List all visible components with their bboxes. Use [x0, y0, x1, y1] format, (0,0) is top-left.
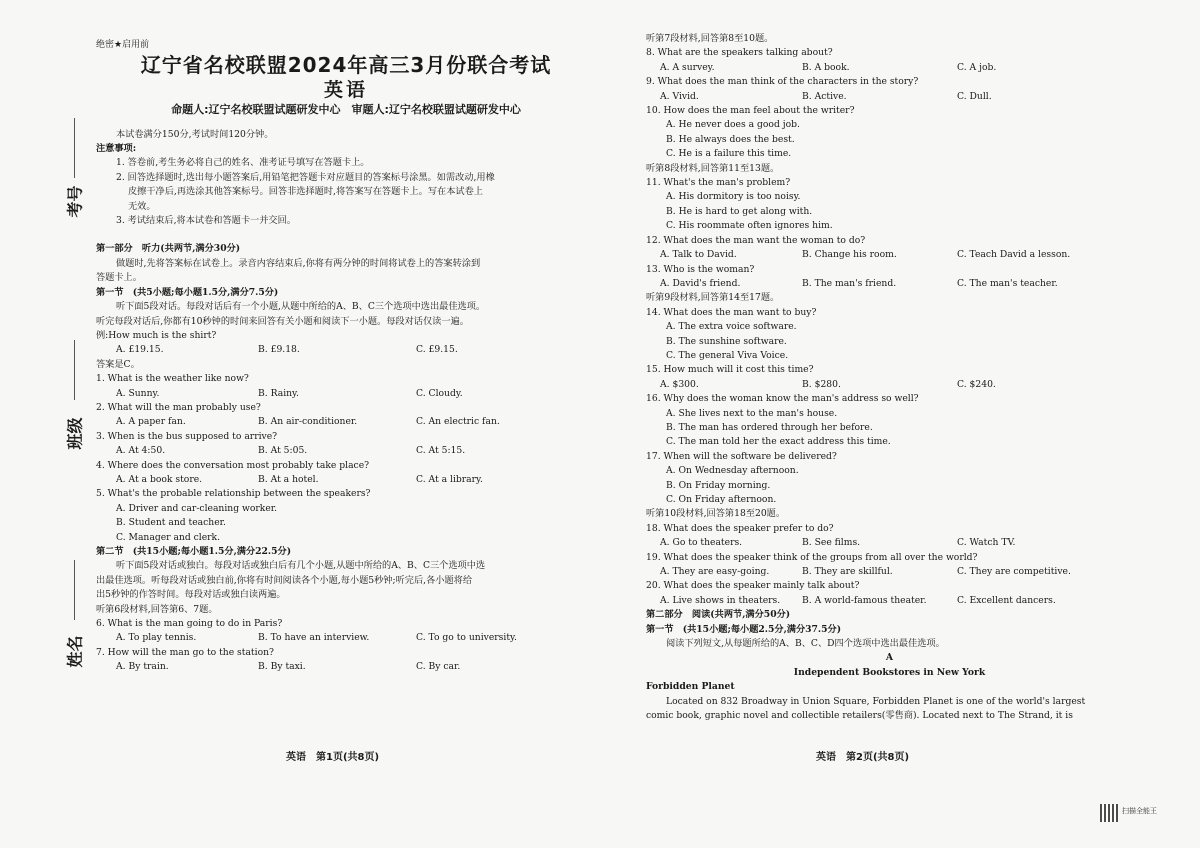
- question-12: 12. What does the man want the woman to do?: [646, 234, 866, 246]
- material-10-heading: 听第10段材料,回答第18至20题。: [646, 508, 786, 520]
- section-1-desc: 听下面5段对话。每段对话后有一个小题,从题中所给的A、B、C三个选项中选出最佳选项。: [116, 301, 486, 313]
- option-b: B. At 5:05.: [258, 445, 308, 457]
- question-13: 13. Who is the woman?: [646, 263, 755, 275]
- question-8: 8. What are the speakers talking about?: [646, 47, 833, 59]
- exam-title: 辽宁省名校联盟2024年高三3月份联合考试: [140, 53, 552, 78]
- question-1: 1. What is the weather like now?: [96, 373, 249, 385]
- example-options: [96, 343, 596, 357]
- note-2: 2. 回答选择题时,选出每小题答案后,用铅笔把答题卡对应题目的答案标号涂黑。如需改动,用橡: [116, 171, 495, 183]
- section-2-desc: 听下面5段对话或独白。每段对话或独白后有几个小题,从题中所给的A、B、C三个选项中选: [116, 560, 486, 572]
- option-a: A. Vivid.: [660, 90, 699, 102]
- question-17: 17. When will the software be delivered?: [646, 450, 837, 462]
- option-b: B. The sunshine software.: [666, 335, 787, 347]
- question-7-options: [96, 660, 596, 674]
- option-b: B. An air-conditioner.: [258, 416, 358, 428]
- section-1-desc-cont: 听完每段对话后,你都有10秒钟的时间来回答有关小题和阅读下一小题。每段对话仅读一遍。: [96, 315, 469, 327]
- subject-title: 英语: [323, 78, 368, 101]
- question-3-options: [96, 444, 596, 458]
- option-a: A. His dormitory is too noisy.: [666, 191, 801, 203]
- reading-section-1-heading: 第一节 (共15小题;每小题2.5分,满分37.5分): [646, 623, 842, 635]
- note-1: 1. 答卷前,考生务必将自己的姓名、准考证号填写在答题卡上。: [116, 157, 370, 169]
- example-answer: 答案是C。: [96, 358, 140, 370]
- question-12-options: [646, 248, 1133, 262]
- question-8-options: [646, 61, 1133, 75]
- option-c: C. The man told her the exact address this time.: [666, 436, 891, 448]
- option-c: C. On Friday afternoon.: [666, 494, 777, 505]
- option-b: B. At a hotel.: [258, 473, 319, 485]
- option-a: A. To play tennis.: [116, 632, 197, 644]
- class-line: [74, 340, 75, 400]
- question-2: 2. What will the man probably use?: [96, 401, 261, 413]
- question-11: 11. What's the man's problem?: [646, 177, 791, 189]
- material-6-heading: 听第6段材料,回答第6、7题。: [96, 603, 218, 615]
- qr-code-icon: [1100, 804, 1118, 822]
- passage-letter: A: [885, 652, 894, 664]
- option-a: A. Go to theaters.: [660, 537, 743, 549]
- passage-title: Independent Bookstores in New York: [793, 666, 986, 678]
- option-a: A. They are easy-going.: [660, 566, 770, 578]
- question-15: 15. How much will it cost this time?: [646, 364, 814, 376]
- question-20: 20. What does the speaker mainly talk about?: [646, 580, 860, 592]
- option-a: A. The extra voice software.: [666, 321, 797, 333]
- question-20-options: [646, 594, 1133, 608]
- option-c: C. He is a failure this time.: [666, 148, 792, 160]
- option-b: B. Student and teacher.: [116, 517, 226, 529]
- question-6: 6. What is the man going to do in Paris?: [96, 618, 283, 630]
- store-name: Forbidden Planet: [646, 681, 735, 693]
- section-2-heading: 第二节 (共15小题;每小题1.5分,满分22.5分): [96, 546, 292, 557]
- example-question: 例:How much is the shirt?: [96, 329, 217, 341]
- option-b: B. See films.: [802, 537, 861, 549]
- material-9-heading: 听第9段材料,回答第14至17题。: [646, 292, 780, 304]
- note-2-cont: 皮擦干净后,再选涂其他答案标号。回答非选择题时,将答案写在答题卡上。写在本试卷上: [128, 186, 483, 198]
- part-1-desc-cont: 答题卡上。: [96, 272, 142, 284]
- option-a: A. A survey.: [660, 61, 715, 73]
- question-4-options: [96, 473, 596, 487]
- option-a: A. $300.: [660, 378, 699, 390]
- right-page: [646, 32, 1133, 724]
- question-19-options: [646, 565, 1133, 579]
- option-c: C. The man's teacher.: [957, 277, 1058, 289]
- option-c: C. £9.15.: [416, 344, 458, 356]
- option-b: B. He always does the best.: [666, 133, 795, 145]
- option-b: B. The man has ordered through her before.: [666, 421, 873, 433]
- question-1-options: [96, 387, 596, 401]
- name-line: [74, 560, 75, 620]
- section-2-desc-end: 出5秒钟的作答时间。每段对话或独白读两遍。: [96, 589, 286, 601]
- option-a: A. Talk to David.: [660, 249, 737, 261]
- option-c: C. To go to university.: [416, 632, 517, 644]
- option-b: B. $280.: [802, 378, 841, 390]
- option-a: A. On Wednesday afternoon.: [666, 465, 799, 477]
- option-b: B. Rainy.: [258, 387, 299, 399]
- option-a: A. Sunny.: [116, 387, 160, 399]
- option-b: B. They are skillful.: [802, 566, 893, 578]
- option-b: B. Active.: [802, 90, 847, 102]
- option-a: A. He never does a good job.: [666, 119, 800, 131]
- intro-text: 本试卷满分150分,考试时间120分钟。: [116, 128, 274, 140]
- question-2-options: [96, 415, 596, 429]
- passage-paragraph-cont: comic book, graphic novel and collectible retailers(零售商). Located next to The Strand, it is: [646, 710, 1073, 722]
- option-c: C. By car.: [416, 661, 461, 673]
- option-a: A. At 4:50.: [116, 445, 166, 457]
- question-19: 19. What does the speaker think of the groups from all over the world?: [646, 551, 978, 563]
- option-c: C. A job.: [957, 61, 997, 73]
- option-b: B. On Friday morning.: [666, 479, 771, 491]
- question-5: 5. What's the probable relationship between the speakers?: [96, 488, 371, 500]
- question-13-options: [646, 277, 1133, 291]
- option-c: C. An electric fan.: [416, 416, 500, 428]
- reading-section-1-desc: 阅读下列短文,从每题所给的A、B、C、D四个选项中选出最佳选项。: [666, 638, 945, 650]
- option-c: C. They are competitive.: [957, 566, 1071, 578]
- authors-line: 命题人:辽宁名校联盟试题研发中心 审题人:辽宁名校联盟试题研发中心: [171, 103, 521, 117]
- question-7: 7. How will the man go to the station?: [96, 646, 274, 658]
- question-9-options: [646, 90, 1133, 104]
- question-6-options: [96, 631, 596, 645]
- name-label: 姓名: [65, 635, 85, 668]
- question-15-options: [646, 378, 1133, 392]
- option-a: A. David's friend.: [660, 277, 741, 289]
- option-c: C. $240.: [957, 378, 996, 390]
- option-c: C. At 5:15.: [416, 445, 466, 457]
- option-c: C. Dull.: [957, 90, 992, 102]
- option-b: B. The man's friend.: [802, 277, 897, 289]
- option-a: A. A paper fan.: [116, 416, 186, 428]
- question-16: 16. Why does the woman know the man's address so well?: [646, 393, 919, 405]
- option-b: B. He is hard to get along with.: [666, 205, 813, 217]
- option-b: B. To have an interview.: [258, 632, 370, 644]
- material-8-heading: 听第8段材料,回答第11至13题。: [646, 162, 780, 174]
- right-page-footer: 英语 第2页(共8页): [816, 752, 910, 763]
- notes-title: 注意事项:: [96, 143, 137, 155]
- option-b: B. By taxi.: [258, 661, 306, 673]
- question-14: 14. What does the man want to buy?: [646, 306, 817, 318]
- question-9: 9. What does the man think of the characters in the story?: [646, 76, 919, 88]
- option-a: A. Live shows in theaters.: [660, 594, 781, 606]
- option-c: C. At a library.: [416, 473, 483, 485]
- class-label: 班级: [65, 417, 85, 450]
- scanner-watermark: 扫描全能王: [1122, 807, 1157, 815]
- part-1-heading: 第一部分 听力(共两节,满分30分): [96, 243, 241, 255]
- confidential-note: 绝密★启用前: [96, 40, 150, 50]
- option-c: C. Manager and clerk.: [116, 531, 221, 543]
- option-b: B. A book.: [802, 61, 850, 73]
- left-page-footer: 英语 第1页(共8页): [286, 752, 380, 763]
- note-2-end: 无效。: [128, 200, 156, 212]
- part-1-desc: 做题时,先将答案标在试卷上。录音内容结束后,你将有两分钟的时间将试卷上的答案转涂到: [116, 257, 481, 269]
- question-3: 3. When is the bus supposed to arrive?: [96, 430, 278, 442]
- passage-paragraph: Located on 832 Broadway in Union Square, Forbidden Planet is one of the world's largest: [666, 695, 1086, 707]
- option-c: C. Teach David a lesson.: [957, 249, 1071, 261]
- question-10: 10. How does the man feel about the writer?: [646, 105, 855, 117]
- option-b: B. Change his room.: [802, 249, 897, 261]
- option-a: A. By train.: [116, 661, 169, 673]
- part-2-heading: 第二部分 阅读(共两节,满分50分): [646, 609, 791, 621]
- option-a: A. At a book store.: [116, 473, 203, 485]
- section-1-heading: 第一节 (共5小题;每小题1.5分,满分7.5分): [96, 286, 279, 298]
- option-c: C. Excellent dancers.: [957, 594, 1056, 606]
- exam-no-line: [74, 118, 75, 178]
- option-c: C. Cloudy.: [416, 387, 463, 399]
- section-2-desc-cont: 出最佳选项。听每段对话或独白前,你将有时间阅读各个小题,每小题5秒钟;听完后,各小题将给: [96, 574, 473, 586]
- option-a: A. Driver and car-cleaning worker.: [116, 502, 278, 514]
- note-3: 3. 考试结束后,将本试卷和答题卡一并交回。: [116, 215, 296, 227]
- option-c: C. Watch TV.: [957, 537, 1016, 549]
- option-c: C. The general Viva Voice.: [666, 349, 789, 361]
- option-a: A. £19.15.: [116, 344, 164, 356]
- option-b: B. £9.18.: [258, 344, 300, 356]
- option-a: A. She lives next to the man's house.: [666, 407, 838, 419]
- question-4: 4. Where does the conversation most probably take place?: [96, 459, 370, 471]
- question-18: 18. What does the speaker prefer to do?: [646, 522, 834, 534]
- option-c: C. His roommate often ignores him.: [666, 220, 833, 232]
- question-18-options: [646, 536, 1133, 550]
- option-b: B. A world-famous theater.: [802, 594, 927, 606]
- exam-no-label: 考号: [65, 185, 85, 218]
- left-page: [96, 0, 596, 675]
- material-7-heading: 听第7段材料,回答第8至10题。: [646, 33, 774, 44]
